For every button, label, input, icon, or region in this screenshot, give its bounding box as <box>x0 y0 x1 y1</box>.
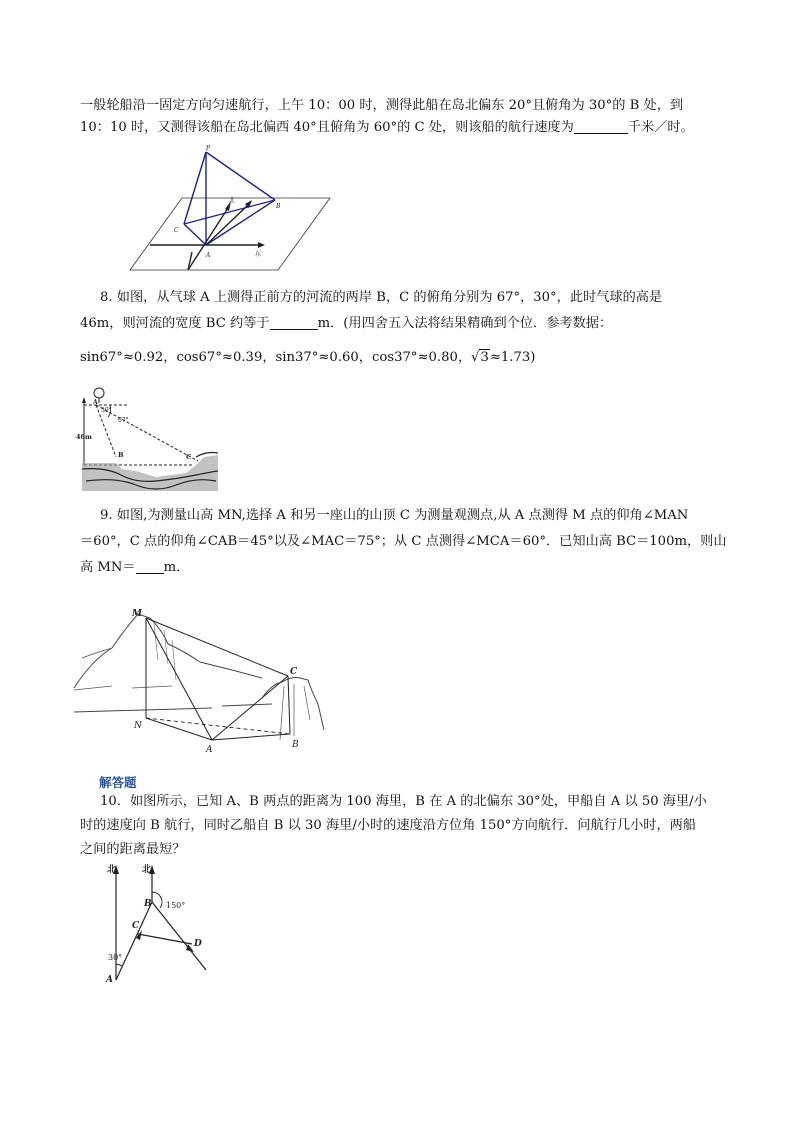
q8-label-b: B <box>118 451 124 459</box>
q7-label-p: P <box>206 145 211 152</box>
q9-line3-unit: m． <box>163 560 190 575</box>
q8-angle-67: 67° <box>118 417 129 424</box>
q8-label-a: A <box>93 399 98 406</box>
q9-label-c: C <box>290 667 298 677</box>
q8-line1: 8. 如图，从气球 A 上测得正前方的河流的两岸 B，C 的俯角分别为 67°，30°，此时气球的高是 <box>100 290 663 305</box>
q7-label-east: 东 <box>255 251 262 258</box>
q8-figure <box>76 385 221 495</box>
q8-ref-data: sin67°≈0.92，cos67°≈0.39，sin37°≈0.60，cos37°≈0.80， <box>80 350 472 365</box>
q8-angle-30: 30° <box>101 407 112 414</box>
q9-label-m: M <box>132 609 142 619</box>
sqrt-symbol: √ <box>471 350 480 365</box>
q7-line2-unit: 千米／时。 <box>627 120 694 135</box>
q8-ref-data-end: ≈1.73) <box>489 350 536 365</box>
q8-label-c: C <box>186 453 192 461</box>
q10-north1: 北 <box>107 865 117 875</box>
q8-label-height: 46m <box>76 433 92 441</box>
q10-line3: 之间的距离最短？ <box>80 842 186 857</box>
q8-answer-blank[interactable] <box>270 315 318 330</box>
q10-angle-30: 30° <box>108 953 123 962</box>
sqrt-radicand: 3 <box>480 350 489 365</box>
q9-line1: 9. 如图,为测量山高 MN,选择 A 和另一座山的山顶 C 为测量观测点,从 A 点测得 M 点的仰角∠MAN <box>100 508 689 523</box>
q10-figure <box>100 860 220 985</box>
q7-label-a: A <box>206 252 211 259</box>
q9-line2: ＝60°，C 点的仰角∠CAB＝45°以及∠MAC＝75°；从 C 点测得∠MCA＝60°．已知山高 BC＝100m，则山 <box>80 534 727 549</box>
q9-label-a: A <box>206 745 213 755</box>
q9-label-n: N <box>134 721 142 731</box>
q10-label-c: C <box>132 921 140 931</box>
q7-figure <box>128 140 338 275</box>
q7-line2-text: 10：10 时，又测得该船在岛北偏西 40°且俯角为 60°的 C 处，则该船的航行速度为 <box>80 120 574 135</box>
q10-angle-150: 150° <box>166 901 186 910</box>
q7-label-b: B <box>276 203 281 210</box>
q8-line2-text: 46m，则河流的宽度 BC 约等于 <box>80 316 270 331</box>
q8-line2 <box>80 314 612 334</box>
q8-line3 <box>80 348 535 368</box>
q10-line1: 10．如图所示，已知 A、B 两点的距离为 100 海里，B 在 A 的北偏东 30°处，甲船自 A 以 50 海里/小 <box>100 794 707 809</box>
q7-line1: 一般轮船沿一固定方向匀速航行，上午 10：00 时，测得此船在岛北偏东 20°且俯角为 30°的 B 处，到 <box>80 98 684 113</box>
q7-label-north: 北 <box>229 197 236 204</box>
q10-label-d: D <box>194 939 202 949</box>
q10-label-a: A <box>106 975 113 985</box>
q9-label-b: B <box>292 740 299 750</box>
q7-line2 <box>80 118 694 138</box>
q9-figure <box>72 600 334 760</box>
q7-answer-blank[interactable] <box>574 119 628 134</box>
q9-line3-text: 高 MN＝ <box>80 560 136 575</box>
q9-line3 <box>80 558 189 578</box>
q10-north2: 北 <box>142 865 152 875</box>
q9-answer-blank[interactable] <box>136 559 164 574</box>
q10-label-b: B <box>144 899 152 909</box>
section-heading: 解答题 <box>99 775 137 790</box>
q10-line2: 时的速度向 B 航行，同时乙船自 B 以 30 海里/小时的速度沿方位角 150°方向航行．问航行几小时，两船 <box>80 818 697 833</box>
q7-label-c: C <box>174 227 179 234</box>
q8-line2-rest: m．(用四舍五入法将结果精确到个位．参考数据： <box>317 316 613 331</box>
